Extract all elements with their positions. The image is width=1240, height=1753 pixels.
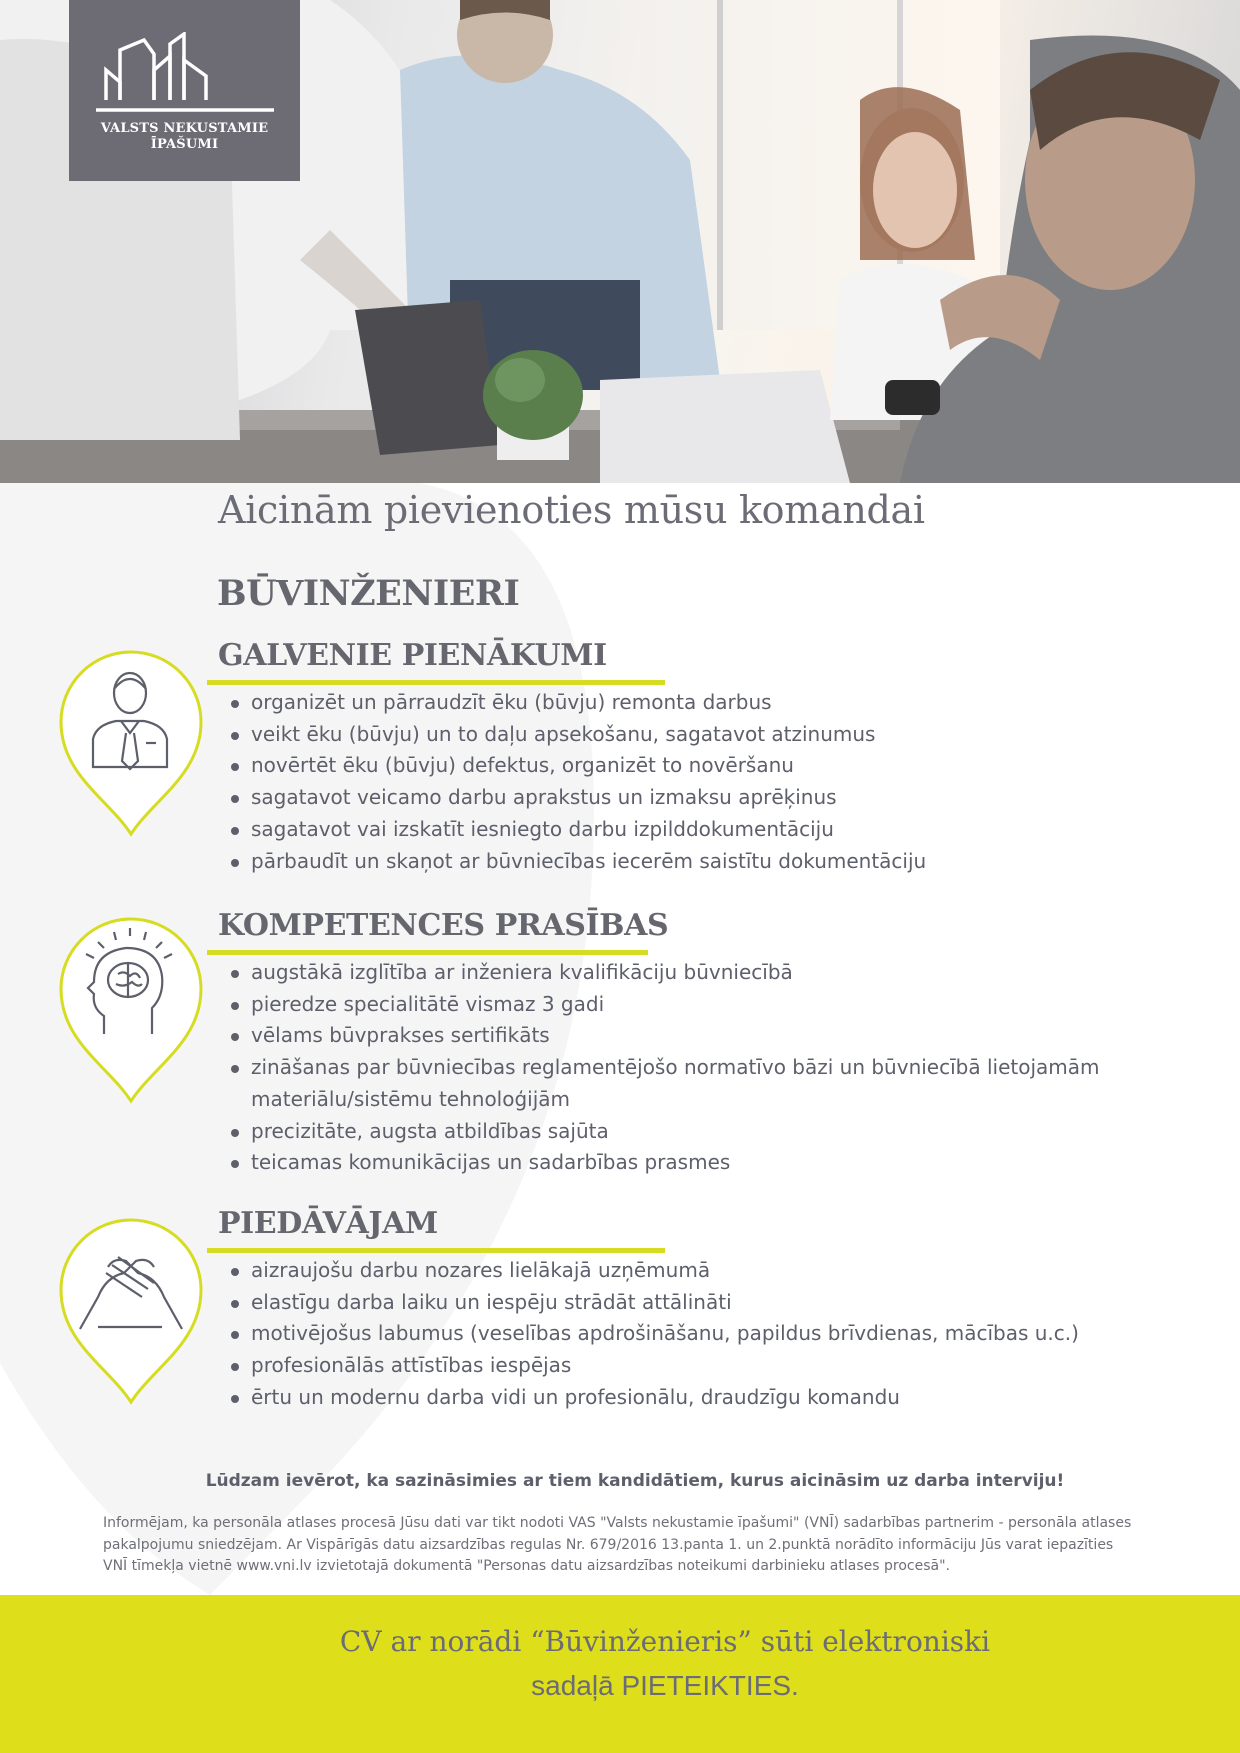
list-item: augstākā izglītība ar inženiera kvalifikāciju būvniecībā	[227, 957, 1151, 989]
logo-line-2: ĪPAŠUMI	[150, 137, 219, 152]
list-item: aizraujošu darbu nozares lielākajā uzņēmumā	[227, 1255, 1079, 1287]
logo-text	[69, 121, 300, 153]
list-item: novērtēt ēku (būvju) defektus, organizēt to novēršanu	[227, 750, 926, 782]
hero-photo	[0, 0, 1240, 483]
list-item: zināšanas par būvniecības reglamentējošo normatīvo bāzi un būvniecībā lietojamām materiālu/sistēmu tehnoloģijām	[227, 1052, 1151, 1115]
job-title: BŪVINŽENIERI	[217, 573, 520, 614]
company-logo[interactable]	[69, 0, 300, 181]
section-underline	[207, 950, 648, 955]
competences-list	[227, 957, 1151, 1179]
building-logo-icon	[96, 32, 274, 114]
section-underline	[207, 1248, 665, 1253]
brain-head-icon	[58, 916, 204, 1104]
section-title-duties: GALVENIE PIENĀKUMI	[218, 638, 607, 673]
section-underline	[207, 680, 665, 685]
section-title-offer: PIEDĀVĀJAM	[218, 1206, 438, 1241]
list-item: sagatavot veicamo darbu aprakstus un izmaksu aprēķinus	[227, 782, 926, 814]
employee-icon	[58, 649, 204, 837]
list-item: ērtu un modernu darba vidi un profesionālu, draudzīgu komandu	[227, 1382, 1079, 1414]
section-title-competences: KOMPETENCES PRASĪBAS	[218, 908, 669, 943]
offer-list	[227, 1255, 1079, 1414]
list-item: profesionālās attīstības iespējas	[227, 1350, 1079, 1382]
duties-list	[227, 687, 926, 877]
list-item: veikt ēku (būvju) un to daļu apsekošanu, sagatavot atzinumus	[227, 719, 926, 751]
cta-line-1: CV ar norādi “Būvinženieris” sūti elektroniski	[339, 1625, 991, 1658]
list-item: sagatavot vai izskatīt iesniegto darbu izpilddokumentāciju	[227, 814, 926, 846]
list-item: vēlams būvprakses sertifikāts	[227, 1020, 1151, 1052]
gdpr-notice: Informējam, ka personāla atlases procesā Jūsu dati var tikt nodoti VAS "Valsts nekustamie īpašumi" (VNĪ) sadarbības partnerim - personāla atlases pakalpojumu sniedzējam. Ar Vispārīgās datu aizsardzības regulas Nr. 679/2016 13.panta 1. un 2.punktā norādīto informāciju Jūs varat iepazīties VNĪ tīmekļa vietnē www.vni.lv izvietotajā dokumentā "Personas datu aizsardzības noteikumi darbinieku atlases procesā".	[103, 1515, 1132, 1574]
cta-line-2[interactable]: sadaļā PIETEIKTIES.	[531, 1670, 799, 1701]
list-item: organizēt un pārraudzīt ēku (būvju) remonta darbus	[227, 687, 926, 719]
handshake-icon	[58, 1217, 204, 1405]
interview-notice: Lūdzam ievērot, ka sazināsimies ar tiem kandidātiem, kurus aicināsim uz darba interviju!	[205, 1471, 1065, 1491]
list-item: motivējošus labumus (veselības apdrošināšanu, papildus brīvdienas, mācības u.c.)	[227, 1318, 1079, 1350]
list-item: elastīgu darba laiku un iespēju strādāt attālināti	[227, 1287, 1079, 1319]
list-item: precizitāte, augsta atbildības sajūta	[227, 1116, 1151, 1148]
list-item: teicamas komunikācijas un sadarbības prasmes	[227, 1147, 1151, 1179]
page-headline: Aicinām pievienoties mūsu komandai	[218, 488, 925, 532]
logo-line-1: VALSTS NEKUSTAMIE	[100, 121, 269, 136]
list-item: pārbaudīt un skaņot ar būvniecības iecerēm saistītu dokumentāciju	[227, 846, 926, 878]
list-item: pieredze specialitātē vismaz 3 gadi	[227, 989, 1151, 1021]
